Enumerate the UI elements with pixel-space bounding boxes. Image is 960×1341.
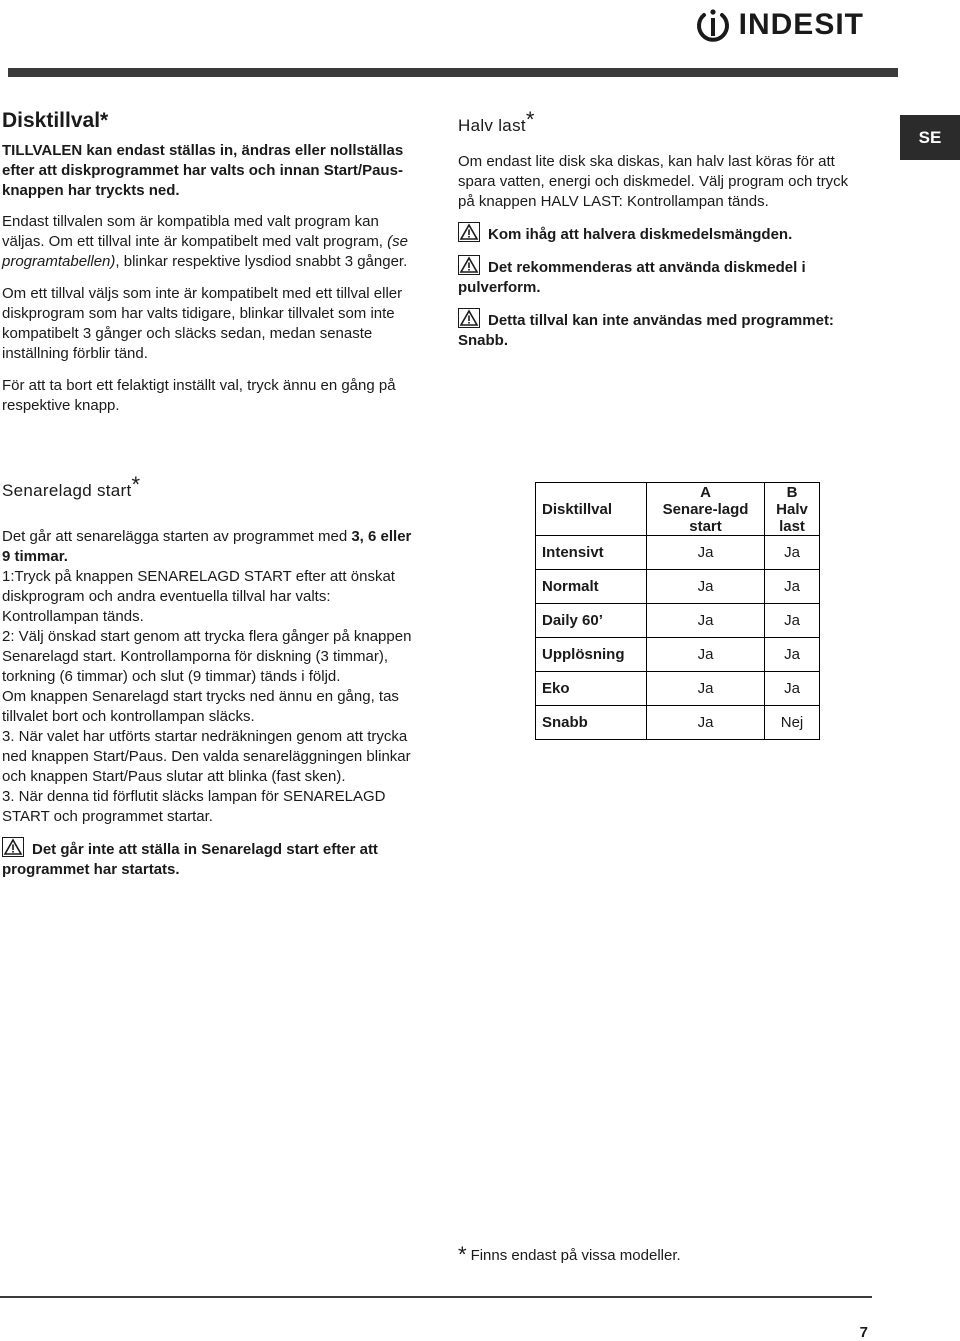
table-row: Snabb Ja Nej: [536, 706, 820, 740]
warning-note: Det går inte att ställa in Senarelagd start efter att programmet har startats.: [2, 837, 412, 880]
senarelagd-intro: Det går att senarelägga starten av programmet med 3, 6 eller 9 timmar.: [2, 528, 412, 565]
halv-last-section: [458, 109, 868, 351]
senarelagd-section: [2, 474, 412, 880]
section-title: Senarelagd start*: [2, 472, 141, 500]
remove-paragraph: För att ta bort ett felaktigt inställt val, tryck ännu en gång på respektive knapp.: [2, 377, 396, 414]
page-number: 7: [859, 1324, 868, 1341]
warning-icon: [458, 222, 480, 242]
halv-last-paragraph: Om endast lite disk ska diskas, kan halv last köras för att spara vatten, energi och diskmedel. Välj program och tryck på knappen HALV LAST: Kontrollampan tänds.: [458, 153, 849, 210]
language-tab: SE: [900, 115, 960, 160]
warning-icon: [2, 837, 24, 857]
step-3b: 3. När denna tid förflutit släcks lampan för SENARELAGD START och programmet startar.: [2, 788, 386, 825]
table-row: Intensivt Ja Ja: [536, 536, 820, 570]
table-row: Daily 60’ Ja Ja: [536, 604, 820, 638]
intro-paragraph: TILLVALEN kan endast ställas in, ändras eller nollställas efter att diskprogrammet har valts och innan Start/Paus-knappen har tryckts ned.: [2, 142, 404, 199]
disktillval-section: [2, 108, 412, 416]
warning-note: Kom ihåg att halvera diskmedelsmängden.: [458, 222, 868, 245]
step-1: 1:Tryck på knappen SENARELAGD START efter att önskat diskprogram och andra eventuella tillval har valts: Kontrollampan tänds.: [2, 568, 395, 625]
table-header-b: B Halv last: [765, 483, 820, 536]
footnote: * Finns endast på vissa modeller.: [458, 1242, 681, 1267]
warning-icon: [458, 255, 480, 275]
warning-note: Detta tillval kan inte användas med programmet: Snabb.: [458, 308, 868, 351]
power-icon: [693, 5, 733, 45]
brand-logo: [693, 4, 864, 46]
table-header-a: A Senare-lagd start: [647, 483, 765, 536]
conflict-paragraph: Om ett tillval väljs som inte är kompatibelt med ett tillval eller diskprogram som har valts tidigare, blinkar tillvalet som inte kompatibelt 3 gånger och släcks sedan, medan senaste inställning förblir tänd.: [2, 285, 403, 362]
table-row: Normalt Ja Ja: [536, 570, 820, 604]
step-cancel: Om knappen Senarelagd start trycks ned ännu en gång, tas tillvalet bort och kontrollampan släcks.: [2, 688, 399, 725]
table-header-option: Disktillval: [536, 483, 647, 536]
footer-rule: [0, 1296, 872, 1298]
compat-paragraph: Endast tillvalen som är kompatibla med valt program kan väljas. Om ett tillval inte är kompatibelt med valt program, (se programtabellen), blinkar respektive lysdiod snabbt 3 gånger.: [2, 213, 408, 270]
table-row: Eko Ja Ja: [536, 672, 820, 706]
header-rule: [8, 68, 898, 77]
step-3: 3. När valet har utförts startar nedräkningen genom att trycka ned knappen Start/Paus. Den valda senareläggningen blinkar och knappen Start/Paus slutar att blinka (fast sken).: [2, 728, 411, 785]
section-title: Halv last*: [458, 107, 535, 135]
warning-icon: [458, 308, 480, 328]
table-row: Upplösning Ja Ja: [536, 638, 820, 672]
brand-name: INDESIT: [738, 8, 864, 41]
step-2: 2: Välj önskad start genom att trycka flera gånger på knappen Senarelagd start. Kontrollamporna för diskning (3 timmar), torkning (6 timmar) och slut (9 timmar) tänds i följd.: [2, 628, 412, 685]
options-table: [535, 482, 820, 740]
section-title: Disktillval*: [2, 109, 109, 132]
warning-note: Det rekommenderas att använda diskmedel i pulverform.: [458, 255, 868, 298]
